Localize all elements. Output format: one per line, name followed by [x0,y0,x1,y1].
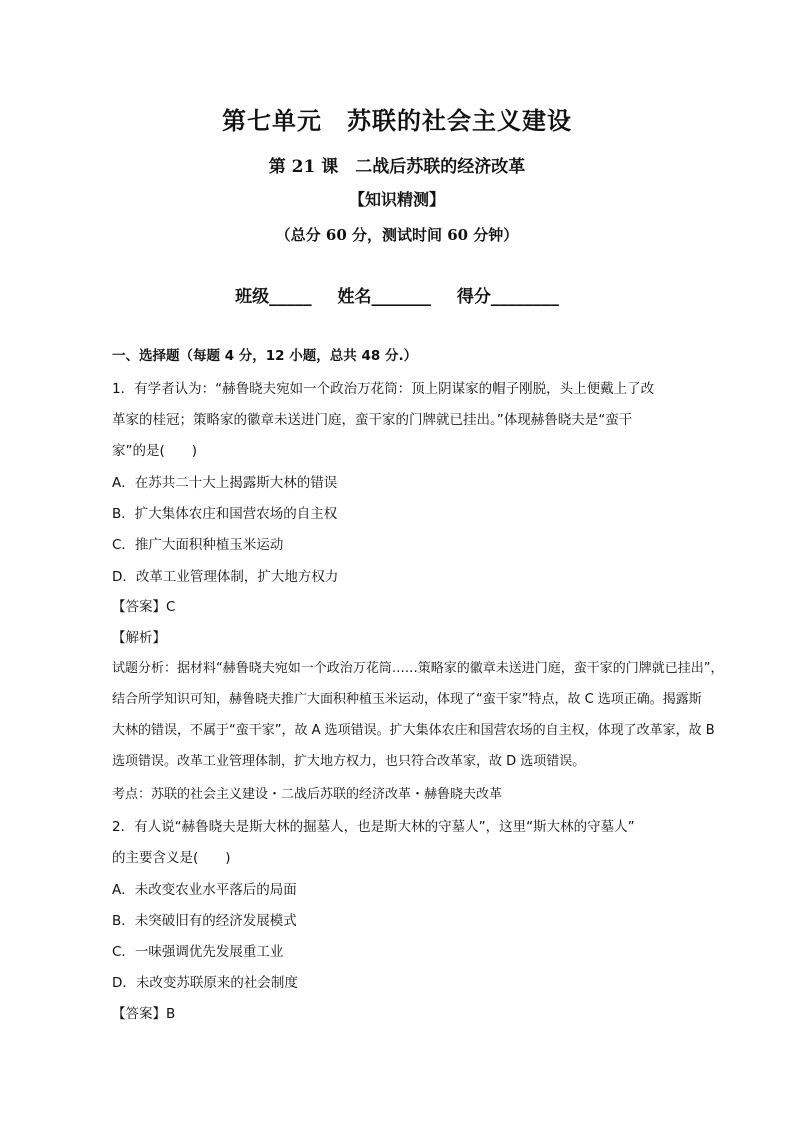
unit-title: 第七单元 苏联的社会主义建设 [222,106,572,135]
student-info-line [0,282,794,307]
knowledge-test-tag: 【知识精测】 [348,190,445,209]
q2-option-b: B．未突破旧有的经济发展模式 [112,913,297,929]
q1-option-d: D．改革工业管理体制，扩大地方权力 [112,569,339,585]
q2-option-c: C．一味强调优先发展重工业 [112,944,284,960]
q1-stem-line3: 家”的是( ) [112,443,198,459]
q1-analysis-line4: 选项错误。改革工业管理体制，扩大地方权力，也只符合改革家，故 D 选项错误。 [112,754,586,769]
q1-answer: 【答案】C [112,599,176,615]
q1-kaodian: 考点：苏联的社会主义建设・二战后苏联的经济改革・赫鲁晓夫改革 [112,787,503,802]
q2-answer: 【答案】B [112,1006,176,1022]
lesson-title: 第 21 课 二战后苏联的经济改革 [268,157,526,177]
q1-analysis-line2: 结合所学知识可知，赫鲁晓夫推广大面积种植玉米运动，体现了“蛮干家”特点，故 C 选项正确。揭露斯 [112,692,702,707]
q1-option-a: A．在苏共二十大上揭露斯大林的错误 [112,475,338,491]
q1-option-b: B．扩大集体农庄和国营农场的自主权 [112,506,338,522]
name-field: 姓名_______ [337,287,431,307]
q2-stem-line2: 的主要含义是( ) [112,850,231,866]
score-info: （总分 60 分，测试时间 60 分钟） [275,226,519,244]
score-field: 得分________ [456,287,559,307]
q1-option-c: C．推广大面积种植玉米运动 [112,537,284,553]
q1-stem-line1: 1．有学者认为：“赫鲁晓夫宛如一个政治万花筒：顶上阴谋家的帽子刚脱，头上便戴上了改 [112,381,655,397]
q1-analysis-label: 【解析】 [112,630,166,646]
q1-stem-line2: 革家的桂冠；策略家的徽章未送进门庭，蛮干家的门牌就已挂出。”体现赫鲁晓夫是“蛮干 [112,412,633,428]
q1-analysis-line3: 大林的错误，不属于“蛮干家”，故 A 选项错误。扩大集体农庄和国营农场的自主权，体现了改革家，故 B [112,723,715,738]
q2-option-d: D．未改变苏联原来的社会制度 [112,975,298,991]
section-title: 一、选择题（每题 4 分，12 小题，总共 48 分.） [112,348,418,364]
q1-analysis-line1: 试题分析：据材料“赫鲁晓夫宛如一个政治万花筒……策略家的徽章未送进门庭，蛮干家的门牌就已挂出”， [112,661,724,676]
q2-stem-line1: 2．有人说“赫鲁晓夫是斯大林的掘墓人，也是斯大林的守墓人”，这里“斯大林的守墓人” [112,819,635,835]
class-field: 班级_____ [235,287,312,307]
q2-option-a: A．未改变农业水平落后的局面 [112,882,297,898]
